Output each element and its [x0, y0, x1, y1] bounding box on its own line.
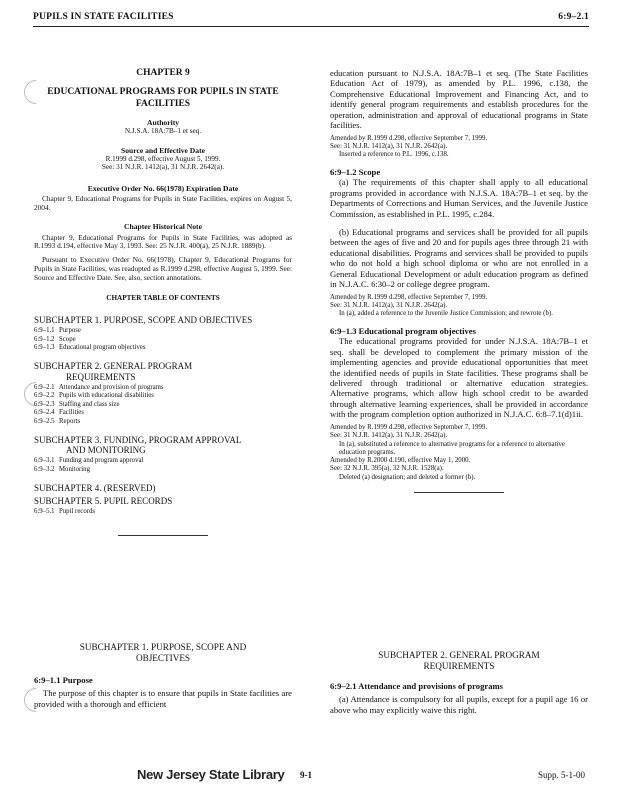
toc-item: 6:9–1.3 Educational program objectives — [34, 344, 146, 351]
toc-item: 6:9–5.1 Pupil records — [34, 508, 96, 516]
authority-heading: Authority — [146, 118, 180, 128]
header-section: 6:9–2.1 — [558, 12, 589, 22]
subchapter-1-start — [34, 642, 292, 709]
toc-item: 6:9–2.4 Facilities — [34, 409, 84, 417]
toc-subchapter-4: SUBCHAPTER 4. (RESERVED) — [34, 483, 156, 494]
divider-rule — [118, 535, 208, 536]
toc-item: 6:9–3.1 Funding and program approval — [34, 457, 144, 465]
source-line: See: 31 N.J.R. 1412(a), 31 N.J.R. 2642(a). — [101, 163, 225, 172]
library-watermark: New Jersey State Library — [137, 767, 285, 782]
left-column — [34, 68, 292, 536]
subchapter-heading: SUBCHAPTER 1. PURPOSE, SCOPE AND OBJECTIVES — [79, 642, 247, 663]
chapter-title: EDUCATIONAL PROGRAMS FOR PUPILS IN STATE FACILITIES — [47, 87, 279, 109]
objectives-text: The educational programs provided for under N.J.S.A. 18A:7B–1 et seq. shall be developed to complement the primary mission of the implementing agencies and provide educational opportunities that meet the identified needs of pupils in State facilities. These programs shall be delivered through traditional or alternative education strategies. Alternative programs, which allow high school credit to be awarded through alternative learning experiences, shall be provided in accordance with the program completion option authorized in N.J.A.C. 6:8–7.1(d)1ii. — [330, 336, 588, 420]
amendment-note: Amended by R.1999 d.298, effective September 7, 1999. See: 31 N.J.R. 1412(a), 31 N.J.R. 2642(a). In (a), substituted a reference to alternative programs for a reference to alternative education programs. Amended by R.2000 d.190, effective May 1, 2000. See: 32 N.J.R. 395(a), 32 N.J.R. 1528(a). Deleted (a) designation; and deleted a former (b). — [330, 423, 565, 481]
section-heading: 6:9–1.1 Purpose — [34, 675, 93, 686]
header-title: PUPILS IN STATE FACILITIES — [33, 12, 174, 22]
toc-item: 6:9–1.1 Purpose — [34, 327, 81, 335]
supplement-date: Supp. 5-1-00 — [538, 770, 585, 780]
amendment-note: Amended by R.1999 d.298, effective September 7, 1999. See: 31 N.J.R. 1412(a), 31 N.J.R. 2642(a). Inserted a reference to P.L. 1996, c.138. — [330, 134, 488, 159]
toc-item: 6:9–2.5 Reports — [34, 417, 81, 425]
section-text: The purpose of this chapter is to ensure that pupils in State facilities are provided with a thorough and efficient — [34, 688, 292, 709]
toc-subchapter-5: SUBCHAPTER 5. PUPIL RECORDS — [34, 496, 173, 507]
toc-list-1 — [34, 327, 292, 352]
subchapter-2-start — [330, 650, 588, 715]
subchapter-heading: SUBCHAPTER 2. GENERAL PROGRAM REQUIREMENTS — [378, 650, 540, 671]
toc-item: 6:9–3.2 Monitoring — [34, 465, 90, 473]
purpose-continued: education pursuant to N.J.S.A. 18A:7B–1 et seq. (The State Facilities Education Act of 1979), as amended by P.L. 1996, c.138, the Comprehensive Educational Improvement and Financing Act, and to identify general program requirements and establish procedures for the operation, administration and approval of educational programs in State facilities. — [330, 68, 588, 131]
history-heading: Chapter Historical Note — [124, 222, 202, 232]
toc-list-3 — [34, 457, 292, 474]
section-heading: 6:9–2.1 Attendance and provisions of programs — [330, 681, 504, 692]
toc-item: 6:9–2.1 Attendance and provision of programs — [34, 383, 164, 391]
chapter-number: CHAPTER 9 — [136, 68, 190, 78]
page-footer — [0, 767, 618, 787]
page-number: 9-1 — [300, 770, 312, 780]
divider-rule — [414, 492, 504, 493]
section-heading-scope: 6:9–1.2 Scope — [330, 166, 381, 177]
authority-text: N.J.S.A. 18A:7B–1 et seq. — [124, 127, 202, 136]
toc-subchapter-3: SUBCHAPTER 3. FUNDING, PROGRAM APPROVAL AND MONITORING — [34, 435, 242, 456]
section-heading-objectives: 6:9–1.3 Educational program objectives — [330, 325, 476, 336]
scope-paragraph-b: (b) Educational programs and services shall be provided for all pupils between the ages of five and 20 and for pupils ages three through 21 with educational disabilities. Programs and services shall be provided to pupils who do not hold a high school diploma or who are not enrolled in a General Educational Development or adult education program as defined in N.J.A.C. 6:30–2 or college degree program. — [330, 227, 588, 290]
toc-item: 6:9–1.2 Scope — [34, 335, 76, 343]
history-paragraph: Chapter 9, Educational Programs for Pupils in State Facilities, was adopted as R.1993 d.194, effective May 3, 1993. See: 25 N.J.R. 400(a), 25 N.J.R. 1889(b). — [34, 232, 292, 251]
toc-subchapter-1: SUBCHAPTER 1. PURPOSE, SCOPE AND OBJECTIVES — [34, 314, 253, 325]
eo-heading: Executive Order No. 66(1978) Expiration Date — [87, 183, 239, 193]
toc-heading: CHAPTER TABLE OF CONTENTS — [106, 294, 220, 303]
eo-text: Chapter 9, Educational Programs for Pupils in State Facilities, expires on August 5, 2004. — [34, 193, 292, 212]
section-text: (a) Attendance is compulsory for all pupils, except for a pupil age 16 or above who may explicitly waive this right. — [330, 694, 588, 715]
toc-item: 6:9–2.3 Staffing and class size — [34, 400, 120, 408]
toc-list-5 — [34, 508, 292, 516]
toc-list-2 — [34, 384, 292, 426]
source-heading: Source and Effective Date — [120, 145, 205, 155]
history-paragraph: Pursuant to Executive Order No. 66(1978), Chapter 9, Educational Programs for Pupils in State Facilities, was readopted as R.1999 d.298, effective August 5, 1999. See: Source and Effective Date. See, also, section annotations. — [34, 255, 292, 282]
toc-item: 6:9–2.2 Pupils with educational disabilities — [34, 392, 154, 400]
toc-subchapter-2: SUBCHAPTER 2. GENERAL PROGRAM REQUIREMENTS — [34, 361, 193, 382]
running-header — [33, 12, 589, 27]
source-line: R.1999 d.298, effective August 5, 1999. — [105, 154, 221, 163]
right-column — [330, 68, 588, 493]
amendment-note: Amended by R.1999 d.298, effective September 7, 1999. See: 31 N.J.R. 1412(a), 31 N.J.R. 2642(a). In (a), added a reference to the Juvenile Justice Commission; and rewrote (b). — [330, 293, 553, 318]
scope-paragraph-a: (a) The requirements of this chapter shall apply to all educational programs provided in accordance with N.J.S.A. 18A:7B–1 et seq. by the Departments of Corrections and Human Services, and the Juvenile Justice Commission, as established in P.L. 1995, c.284. — [330, 177, 588, 219]
